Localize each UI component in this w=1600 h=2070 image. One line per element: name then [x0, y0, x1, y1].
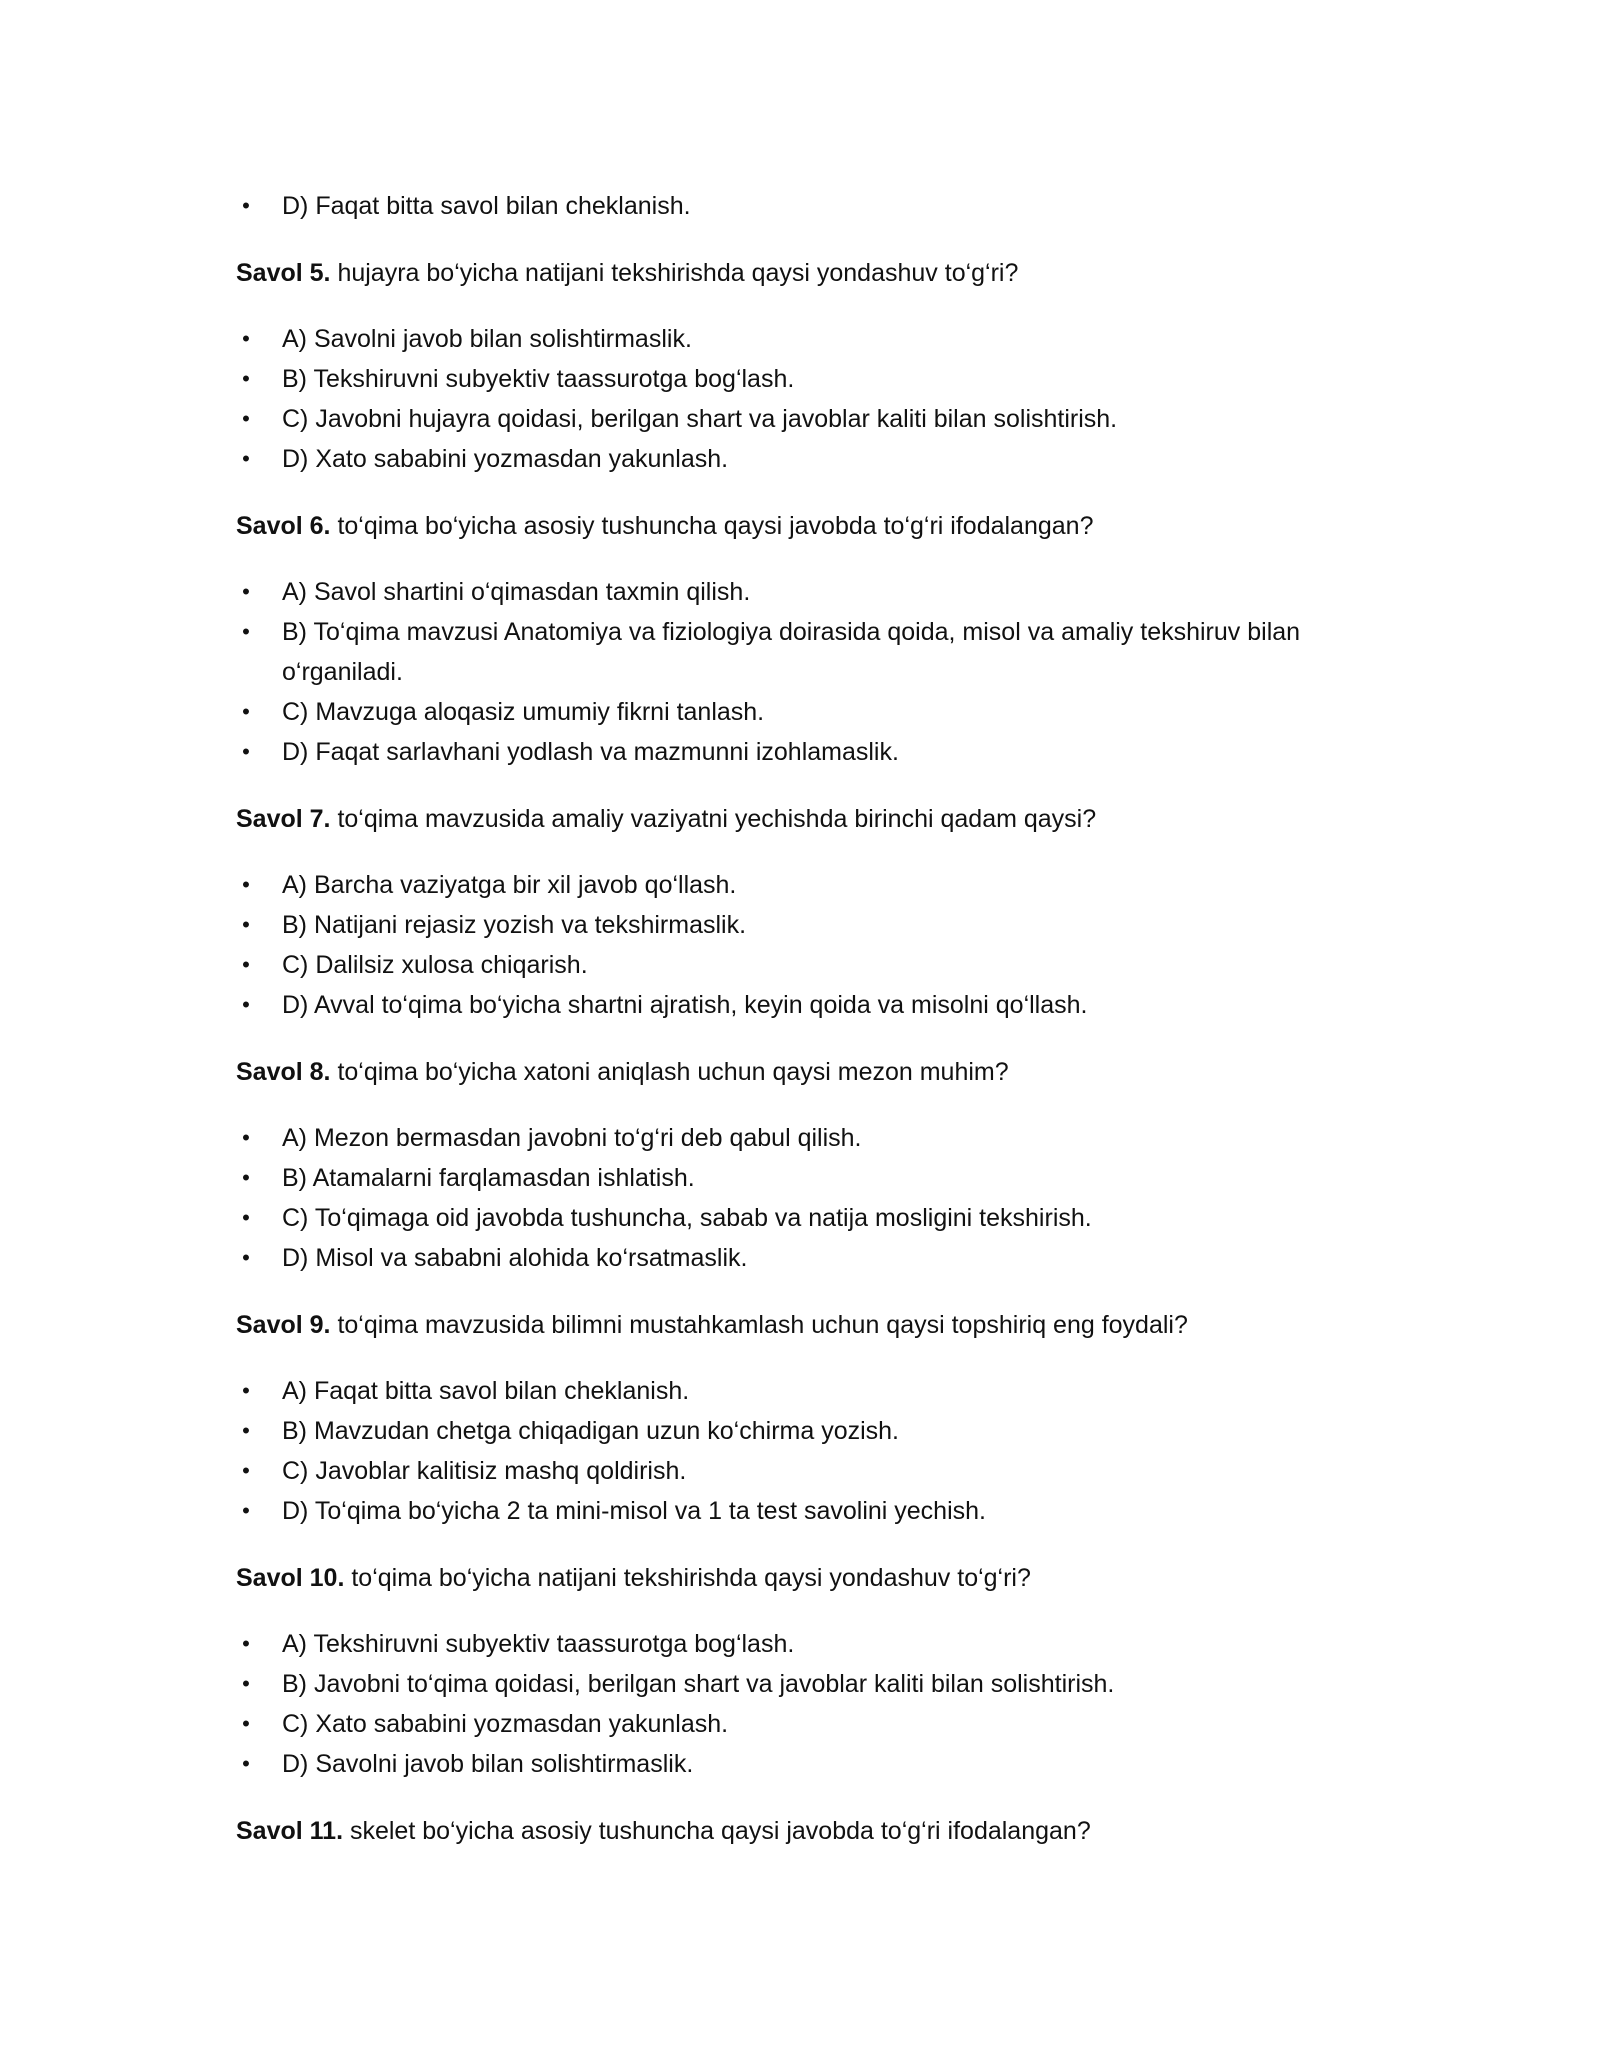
question-number: Savol 9. [236, 1311, 331, 1339]
bullet-icon: • [242, 1165, 250, 1190]
bullet-icon: • [242, 1125, 250, 1150]
question-heading [236, 1811, 1376, 1851]
bullet-icon: • [242, 579, 250, 604]
question-heading [236, 1052, 1376, 1092]
bullet-icon: • [242, 619, 250, 644]
question-text: to‘qima bo‘yicha xatoni aniqlash uchun qaysi mezon muhim? [330, 1058, 1009, 1086]
option-text: A) Tekshiruvni subyektiv taassurotga bog‘lash. [282, 1630, 795, 1658]
options-list [236, 865, 1376, 1025]
list-item [236, 612, 1376, 692]
option-text: A) Savolni javob bilan solishtirmaslik. [282, 325, 692, 353]
option-text: C) Javoblar kalitisiz mashq qoldirish. [282, 1457, 687, 1485]
list-item [236, 399, 1376, 439]
list-item [236, 985, 1376, 1025]
option-text: C) To‘qimaga oid javobda tushuncha, sabab va natija mosligini tekshirish. [282, 1204, 1092, 1232]
option-text: D) To‘qima bo‘yicha 2 ta mini-misol va 1 ta test savolini yechish. [282, 1497, 986, 1525]
question-heading [236, 253, 1376, 293]
bullet-icon: • [242, 1631, 250, 1656]
question-number: Savol 6. [236, 512, 331, 540]
question-text: to‘qima mavzusida amaliy vaziyatni yechishda birinchi qadam qaysi? [330, 805, 1097, 833]
bullet-icon: • [242, 193, 250, 218]
list-item [236, 1158, 1376, 1198]
options-list [236, 1371, 1376, 1531]
question-number: Savol 7. [236, 805, 331, 833]
option-text: A) Faqat bitta savol bilan cheklanish. [282, 1377, 690, 1405]
list-item [236, 359, 1376, 399]
questions-container [236, 253, 1376, 1851]
option-text: C) Mavzuga aloqasiz umumiy fikrni tanlash. [282, 698, 765, 726]
question-text: to‘qima bo‘yicha asosiy tushuncha qaysi javobda to‘g‘ri ifodalangan? [330, 512, 1094, 540]
option-text: B) Tekshiruvni subyektiv taassurotga bog‘lash. [282, 365, 795, 393]
list-item [236, 186, 1376, 226]
bullet-icon: • [242, 1418, 250, 1443]
question-heading [236, 1558, 1376, 1598]
question-heading [236, 799, 1376, 839]
list-item [236, 1624, 1376, 1664]
question-text: hujayra bo‘yicha natijani tekshirishda qaysi yondashuv to‘g‘ri? [330, 259, 1019, 287]
option-text: D) Savolni javob bilan solishtirmaslik. [282, 1750, 694, 1778]
question-number: Savol 10. [236, 1564, 345, 1592]
list-item [236, 439, 1376, 479]
list-item [236, 572, 1376, 612]
bullet-icon: • [242, 1378, 250, 1403]
option-text: C) Dalilsiz xulosa chiqarish. [282, 951, 588, 979]
bullet-icon: • [242, 1751, 250, 1776]
bullet-icon: • [242, 872, 250, 897]
question-heading [236, 1305, 1376, 1345]
question-text: skelet bo‘yicha asosiy tushuncha qaysi javobda to‘g‘ri ifodalangan? [343, 1817, 1091, 1845]
list-item [236, 1491, 1376, 1531]
option-text: B) Natijani rejasiz yozish va tekshirmaslik. [282, 911, 747, 939]
option-text: D) Avval to‘qima bo‘yicha shartni ajratish, keyin qoida va misolni qo‘llash. [282, 991, 1088, 1019]
list-item [236, 865, 1376, 905]
list-item [236, 945, 1376, 985]
question-text: to‘qima bo‘yicha natijani tekshirishda qaysi yondashuv to‘g‘ri? [344, 1564, 1031, 1592]
bullet-icon: • [242, 699, 250, 724]
list-item [236, 732, 1376, 772]
option-text: C) Xato sababini yozmasdan yakunlash. [282, 1710, 729, 1738]
bullet-icon: • [242, 739, 250, 764]
option-text: D) Misol va sababni alohida ko‘rsatmaslik. [282, 1244, 748, 1272]
bullet-icon: • [242, 1671, 250, 1696]
option-text: B) Atamalarni farqlamasdan ishlatish. [282, 1164, 695, 1192]
bullet-icon: • [242, 1458, 250, 1483]
lead-list [236, 186, 1376, 226]
bullet-icon: • [242, 1711, 250, 1736]
list-item [236, 1238, 1376, 1278]
option-text: A) Savol shartini o‘qimasdan taxmin qilish. [282, 578, 751, 606]
list-item [236, 1118, 1376, 1158]
question-number: Savol 11. [236, 1817, 344, 1845]
option-text: D) Xato sababini yozmasdan yakunlash. [282, 445, 729, 473]
document-content [236, 186, 1376, 1877]
options-list [236, 1624, 1376, 1784]
list-item [236, 692, 1376, 732]
bullet-icon: • [242, 406, 250, 431]
bullet-icon: • [242, 1498, 250, 1523]
option-text: B) Javobni to‘qima qoidasi, berilgan shart va javoblar kaliti bilan solishtirish. [282, 1670, 1115, 1698]
list-item [236, 1704, 1376, 1744]
bullet-icon: • [242, 446, 250, 471]
list-item [236, 1664, 1376, 1704]
option-text: A) Mezon bermasdan javobni to‘g‘ri deb qabul qilish. [282, 1124, 862, 1152]
option-text: A) Barcha vaziyatga bir xil javob qo‘llash. [282, 871, 737, 899]
list-item [236, 1371, 1376, 1411]
list-item [236, 1411, 1376, 1451]
list-item [236, 1451, 1376, 1491]
list-item [236, 1198, 1376, 1238]
bullet-icon: • [242, 366, 250, 391]
option-text: B) To‘qima mavzusi Anatomiya va fiziologiya doirasida qoida, misol va amaliy tekshiruv bilan o‘rganiladi. [282, 618, 1301, 686]
question-text: to‘qima mavzusida bilimni mustahkamlash uchun qaysi topshiriq eng foydali? [330, 1311, 1188, 1339]
option-text: C) Javobni hujayra qoidasi, berilgan shart va javoblar kaliti bilan solishtirish. [282, 405, 1118, 433]
options-list [236, 319, 1376, 479]
question-number: Savol 8. [236, 1058, 331, 1086]
bullet-icon: • [242, 992, 250, 1017]
question-heading [236, 506, 1376, 546]
bullet-icon: • [242, 326, 250, 351]
question-number: Savol 5. [236, 259, 331, 287]
bullet-icon: • [242, 952, 250, 977]
options-list [236, 572, 1376, 772]
bullet-icon: • [242, 1205, 250, 1230]
bullet-icon: • [242, 912, 250, 937]
list-item [236, 319, 1376, 359]
list-item [236, 1744, 1376, 1784]
options-list [236, 1118, 1376, 1278]
list-item [236, 905, 1376, 945]
option-text: D) Faqat bitta savol bilan cheklanish. [282, 192, 691, 220]
option-text: B) Mavzudan chetga chiqadigan uzun ko‘chirma yozish. [282, 1417, 900, 1445]
bullet-icon: • [242, 1245, 250, 1270]
option-text: D) Faqat sarlavhani yodlash va mazmunni izohlamaslik. [282, 738, 899, 766]
